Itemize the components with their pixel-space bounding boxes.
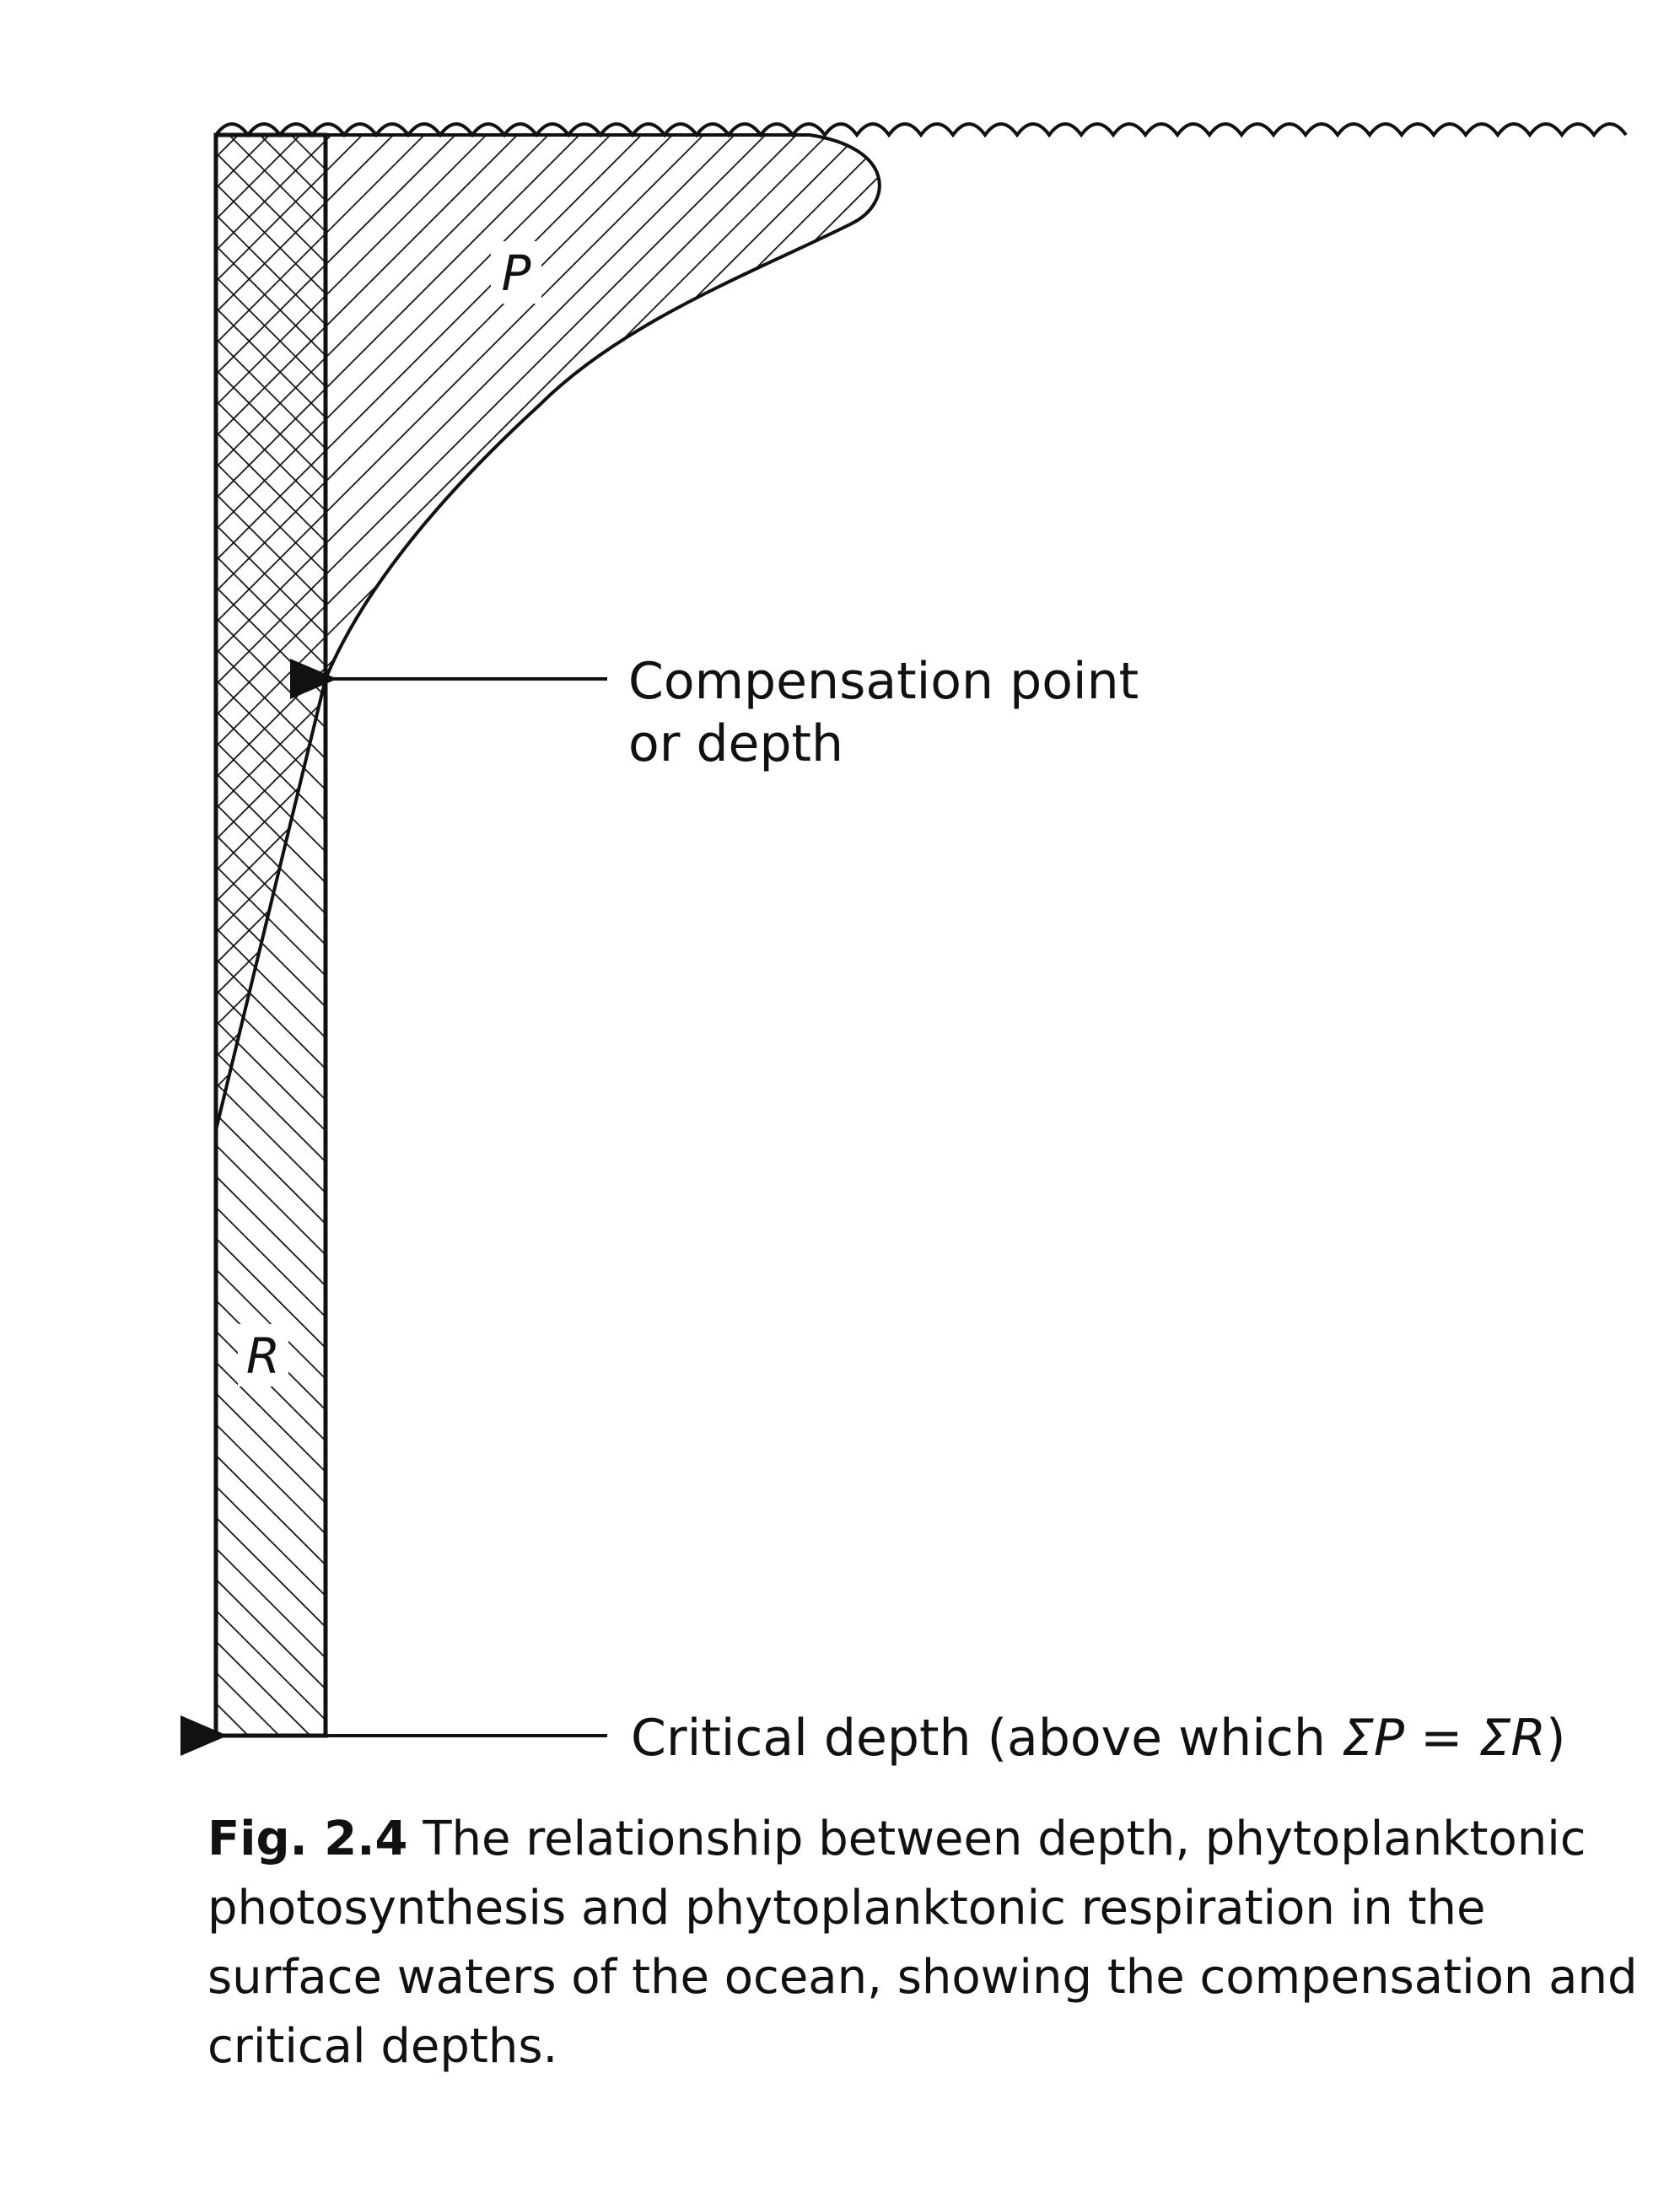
respiration-upper-zone bbox=[216, 135, 326, 679]
critical-depth-formula: ΣP = ΣR bbox=[1341, 1709, 1547, 1768]
figure-caption bbox=[207, 1805, 1658, 2081]
respiration-label bbox=[238, 1324, 288, 1386]
critical-depth-label bbox=[631, 1709, 1566, 1768]
critical-depth-prefix: Critical depth (above which bbox=[631, 1709, 1342, 1768]
critical-depth-suffix: ) bbox=[1546, 1709, 1566, 1768]
photosynthesis-region bbox=[326, 135, 880, 679]
respiration-lower-zone bbox=[216, 679, 326, 1736]
caption-text: The relationship between depth, phytoplanktonic photosynthesis and phytoplanktonic respiration in the surface waters of the ocean, showing the compensation and critical depths. bbox=[207, 1812, 1638, 2074]
photosynthesis-letter: P bbox=[501, 245, 531, 302]
compensation-label-line1: Compensation point bbox=[628, 652, 1139, 711]
figure-number: Fig. 2.4 bbox=[207, 1812, 408, 1866]
compensation-label-line2: or depth bbox=[628, 714, 844, 773]
photosynthesis-label bbox=[491, 241, 541, 304]
respiration-letter: R bbox=[245, 1327, 281, 1385]
